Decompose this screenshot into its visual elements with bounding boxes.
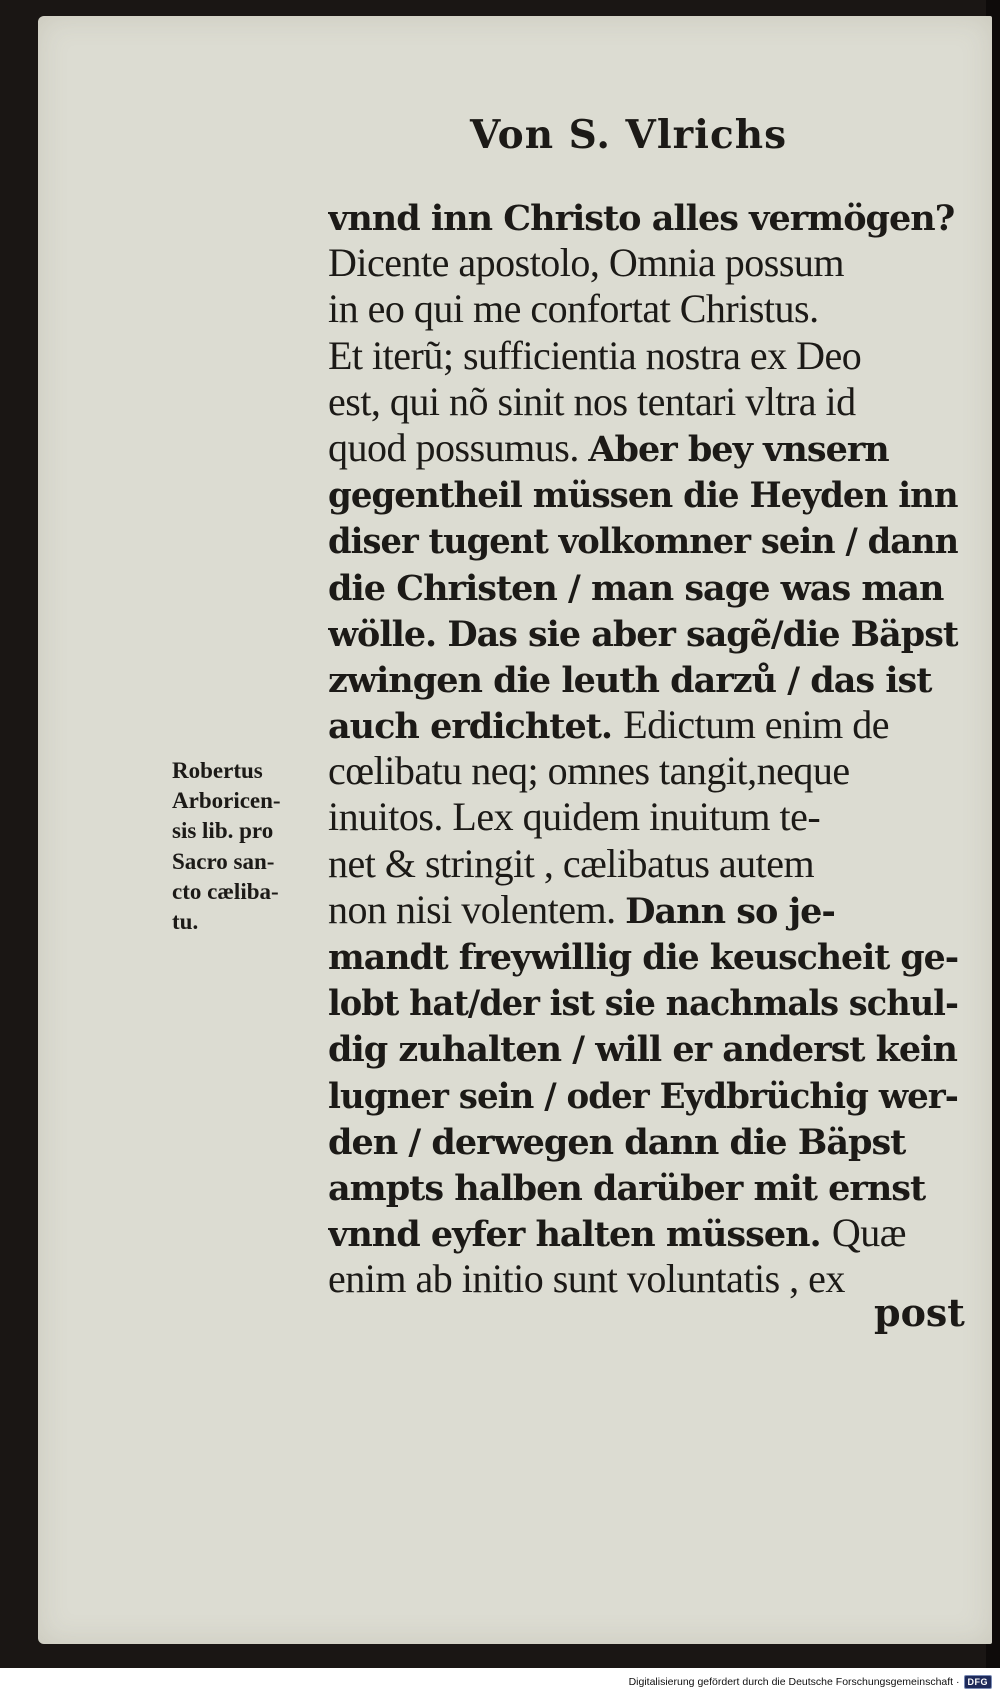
text-segment: Edictum enim de [623, 702, 890, 748]
dfg-logo-icon: DFG [964, 1675, 993, 1689]
text-segment: mandt freywillig die keuscheit ge- [328, 937, 959, 978]
marginal-note-line: sis lib. pro [172, 818, 274, 844]
text-segment: est, qui nõ sinit nos tentari vltra id [328, 378, 856, 424]
text-line [328, 379, 958, 425]
text-segment: gegentheil müssen die Heyden inn [328, 475, 958, 517]
text-line [328, 517, 958, 563]
text-line [328, 794, 958, 840]
text-line [328, 1072, 958, 1118]
text-segment: in eo qui me confortat Christus. [328, 286, 819, 332]
text-line [328, 333, 958, 379]
text-segment: cœlibatu neq; omnes tangit,neque [328, 748, 850, 794]
text-segment: lugner sein / oder Eydbrüchig wer- [328, 1075, 958, 1117]
text-segment: quod possumus. [328, 424, 589, 470]
text-line [328, 564, 958, 610]
text-segment: enim ab initio sunt voluntatis , ex [328, 1256, 845, 1302]
marginal-note-line: Arboricen- [172, 788, 281, 814]
text-line [328, 656, 958, 702]
text-line [328, 979, 958, 1025]
text-line [328, 194, 958, 240]
text-segment: vnnd eyfer halten müssen. [328, 1214, 832, 1256]
text-segment: den / derwegen dann die Bäpst [328, 1121, 906, 1163]
text-line [328, 841, 958, 887]
catchword: post [874, 1290, 965, 1335]
text-line [328, 1256, 958, 1302]
text-segment: Dicente apostolo, Omnia possum [328, 240, 845, 286]
text-segment: zwingen die leuth darzů / das ist [328, 659, 932, 701]
marginal-note [172, 756, 322, 937]
text-segment: Aber bey vnsern [588, 428, 889, 470]
marginal-note-line: cto cæliba- [172, 878, 279, 904]
marginal-note-line: Robertus [172, 758, 263, 783]
text-line [328, 1025, 958, 1071]
text-line [328, 702, 958, 748]
text-segment: non nisi volentem. [328, 886, 626, 932]
text-line [328, 240, 958, 286]
digitization-footer [629, 1673, 992, 1691]
text-segment: Quæ [831, 1210, 906, 1256]
text-segment: auch erdichtet. [328, 706, 624, 748]
text-line [328, 286, 958, 332]
text-line [328, 748, 958, 794]
text-line [328, 610, 958, 656]
footer-credit-text: Digitalisierung gefördert durch die Deutsche Forschungsgemeinschaft · [628, 1676, 960, 1688]
text-line [328, 425, 958, 471]
text-line [328, 1118, 958, 1164]
text-line [328, 1210, 958, 1256]
text-line [328, 933, 958, 979]
text-line [328, 1164, 958, 1210]
text-segment: vnnd inn Christo alles vermögen? [328, 198, 955, 239]
text-segment: die Christen / man sage was man [328, 567, 944, 609]
text-segment: inuitos. Lex quidem inuitum te- [328, 794, 821, 840]
text-segment: ampts halben darüber mit ernst [328, 1167, 926, 1209]
marginal-note-line: tu. [172, 908, 199, 934]
text-line [328, 471, 958, 517]
marginal-note-line: Sacro san- [172, 848, 275, 874]
text-segment: lobt hat/der ist sie nachmals schul- [328, 983, 958, 1025]
text-segment: diser tugent volkomner sein / dann [328, 521, 958, 563]
text-segment: wölle. Das sie aber sagẽ/die Bäpst [328, 613, 958, 655]
text-segment: Dann so je- [625, 890, 835, 932]
text-segment: net & stringit , cælibatus autem [328, 840, 815, 886]
text-line [328, 887, 958, 933]
text-segment: Et iterũ; sufficientia nostra ex Deo [328, 332, 862, 378]
running-head: Von S. Vlrichs [470, 112, 788, 158]
text-segment: dig zuhalten / will er anderst kein [328, 1029, 957, 1071]
main-text-block [328, 194, 958, 1303]
